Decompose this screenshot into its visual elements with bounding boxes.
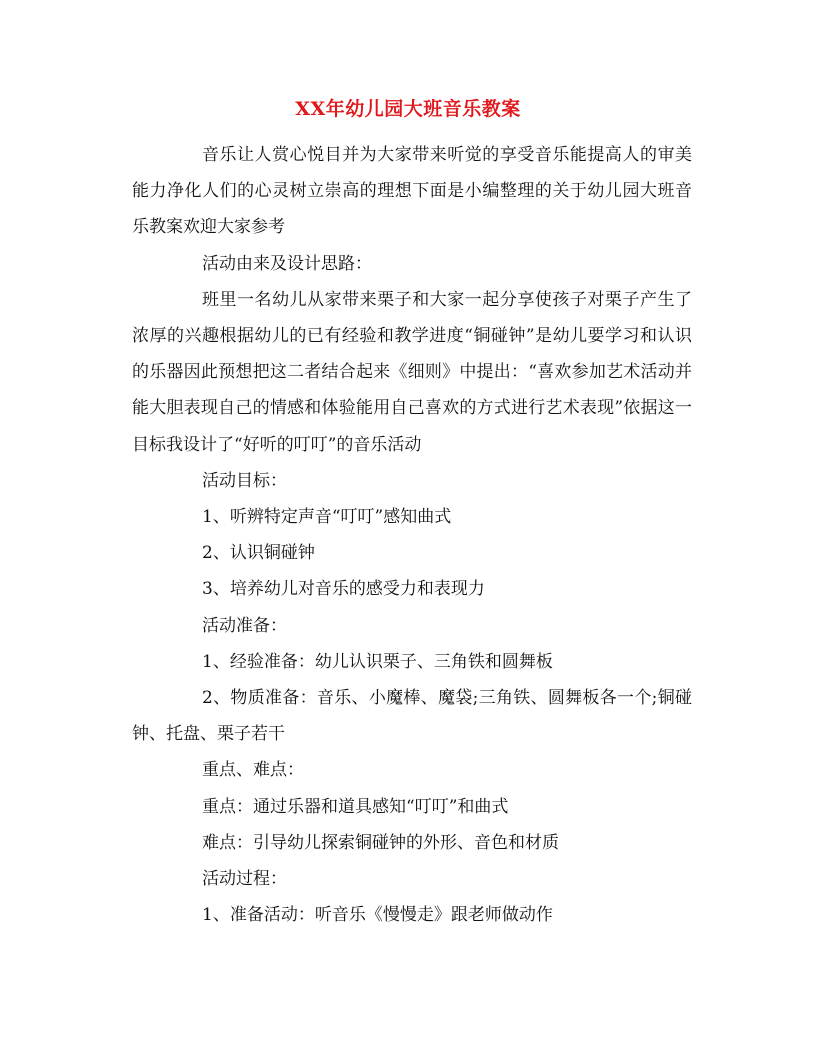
process-item-1: 1、准备活动：听音乐《慢慢走》跟老师做动作 (202, 905, 553, 926)
difficult-point: 难点：引导幼儿探索铜碰钟的外形、音色和材质 (202, 832, 559, 853)
preparation-item-2: 2、物质准备：音乐、小魔棒、魔袋;三角铁、圆舞板各一个;铜碰钟、托盘、栗子若干 (132, 688, 692, 745)
goal-item-3: 3、培养幼儿对音乐的感受力和表现力 (202, 579, 485, 600)
goal-item-1: 1、听辨特定声音“叮叮”感知曲式 (202, 507, 452, 528)
key-point: 重点：通过乐器和道具感知“叮叮”和曲式 (202, 796, 509, 817)
paragraph-activity-origin: 班里一名幼儿从家带来栗子和大家一起分享使孩子对栗子产生了浓厚的兴趣根据幼儿的已有经验和教学进度“铜碰钟”是幼儿要学习和认识的乐器因此预想把这二者结合起来《细则》中提出：“喜欢参加艺术活动并能大胆表现自己的情感和体验能用自己喜欢的方式进行艺术表现”依据这一目标我设计了“好听的叮叮”的音乐活动 (132, 289, 692, 455)
heading-activity-origin: 活动由来及设计思路： (202, 253, 372, 274)
heading-activity-process: 活动过程： (202, 869, 287, 890)
heading-activity-goals: 活动目标： (202, 470, 287, 491)
heading-key-difficult-points: 重点、难点： (202, 760, 304, 781)
paragraph-intro: 音乐让人赏心悦目并为大家带来听觉的享受音乐能提高人的审美能力净化人们的心灵树立崇高的理想下面是小编整理的关于幼儿园大班音乐教案欢迎大家参考 (132, 145, 692, 238)
document-title: XX年幼儿园大班音乐教案 (295, 98, 521, 120)
goal-item-2: 2、认识铜碰钟 (202, 543, 315, 564)
preparation-item-1: 1、经验准备：幼儿认识栗子、三角铁和圆舞板 (202, 651, 553, 672)
document-body (132, 137, 692, 933)
heading-activity-preparation: 活动准备： (202, 615, 287, 636)
